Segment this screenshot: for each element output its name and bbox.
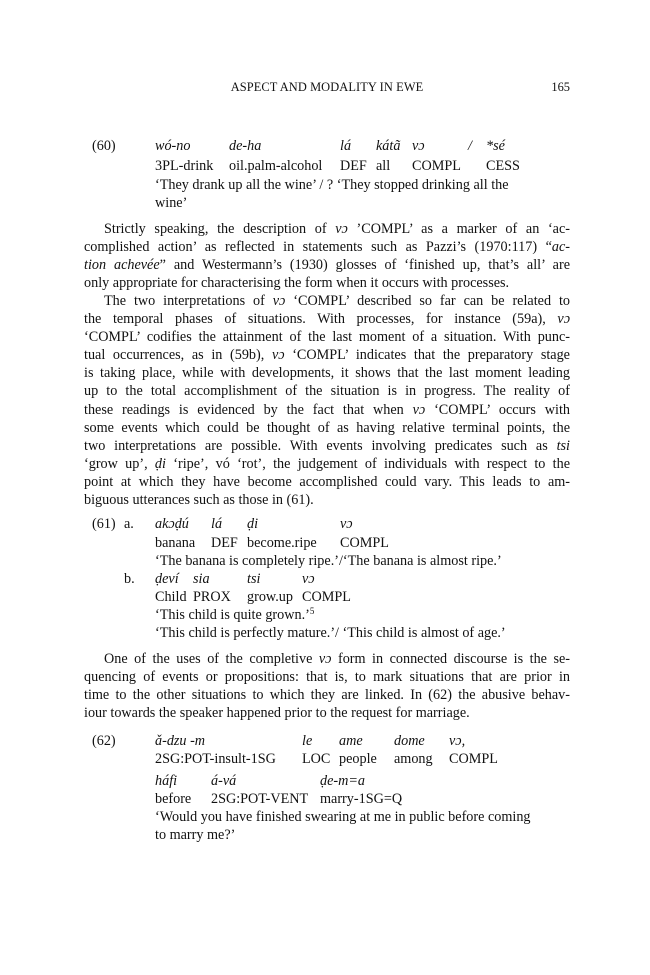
translation: ‘The banana is completely ripe.’/‘The banana is almost ripe.’ [155,553,502,569]
gloss: 3PL-drink [155,158,214,174]
example-number: (61) [92,516,116,532]
ewe-word: ḍeví [155,571,179,587]
subexample-label: b. [124,571,135,587]
gloss: among [394,751,433,767]
ewe-word: ame [339,733,363,749]
text-line: One of the uses of the completive vɔ form in connected discourse is the se- [104,651,570,667]
gloss: before [155,791,192,807]
ewe-word: akɔḍú [155,516,189,532]
text-line: only appropriate for characterising the form when it occurs with processes. [84,275,510,292]
gloss: 2SG:POT-insult-1SG [155,751,276,767]
gloss: COMPL [412,158,461,174]
footnote-marker[interactable]: 5 [309,606,315,616]
running-title: ASPECT AND MODALITY IN EWE [230,80,424,94]
gloss: CESS [486,158,520,174]
gloss: people [339,751,377,767]
ewe-word: de-ha [229,138,262,154]
text-line: some events which could be thought of as having relative terminal points, the [84,419,570,436]
gloss: PROX [193,589,231,605]
gloss: oil.palm-alcohol [229,158,323,174]
text-line: these readings is evidenced by the fact that when vɔ ‘COMPL’ occurs with [84,401,570,418]
ewe-word: kátã [376,138,401,154]
ewe-word: lá [340,138,352,154]
translation: ‘This child is quite grown.’$^5$ [155,606,315,623]
text-line: two interpretations are possible. With events involving predicates such as tsi [84,437,570,454]
paragraph-3 [84,650,570,722]
gloss: COMPL [340,535,389,551]
gloss: marry-1SG=Q [320,791,403,807]
paragraph-2 [84,292,570,509]
ewe-word: vɔ, [449,733,466,749]
ewe-word: vɔ [340,516,353,532]
translation: wine’ [155,195,188,211]
gloss: grow.up [247,589,293,605]
text-line: time to the other situations to which they are linked. In (62) the abusive behav- [84,687,570,704]
text-line: The two interpretations of vɔ ‘COMPL’ described so far can be related to [104,293,570,309]
gloss: become.ripe [247,535,317,551]
example-number: (62) [92,733,116,749]
gloss: banana [155,535,196,551]
ewe-word: ḍi [247,516,259,532]
ewe-word: ǎ-dzu -m [155,733,206,749]
text-line: iour towards the speaker happened prior to the request for marriage. [84,705,470,722]
translation: to marry me?’ [155,827,236,843]
gloss: COMPL [302,589,351,605]
text-line: tual occurrences, as in (59b), vɔ ‘COMPL’ indicates that the preparatory stage [84,347,570,364]
ewe-word: vɔ [302,571,315,587]
subexample-label: a. [124,516,134,532]
text-line: biguous utterances such as those in (61). [84,492,314,509]
text-line: point at which they have become accomplished could vary. This leads to am- [84,473,570,490]
ewe-word: vɔ [412,138,425,154]
translation: ‘This child is perfectly mature.’/ ‘This child is almost of age.’ [155,625,506,641]
translation: ‘They drank up all the wine’ / ? ‘They stopped drinking all the [155,177,509,193]
ewe-word: tsi [247,571,261,587]
text-line: Strictly speaking, the description of vɔ ’COMPL’ as a marker of an ‘ac- [104,221,570,237]
text-line: complished action’ as reflected in statements such as Pazzi’s (1970:117) “ac- [84,239,570,256]
ewe-word: wó-no [155,138,191,154]
gloss: DEF [211,535,238,551]
text-line: tion achevée” and Westermann’s (1930) glosses of ‘finished up, that’s all’ are [84,257,570,274]
paragraph-1 [84,220,570,292]
gloss: all [376,158,391,174]
ewe-word: lá [211,516,223,532]
text-line: the temporal phases of situations. With processes, for instance (59a), vɔ [84,311,570,328]
ewe-word: le [302,733,313,749]
text-line: ‘COMPL’ codifies the attainment of the last moment of a situation. With punc- [84,329,570,346]
ewe-word: *sé [486,138,505,154]
ewe-word: sia [193,571,210,587]
running-header [84,78,570,96]
translation: ‘Would you have finished swearing at me in public before coming [155,809,531,825]
gloss: COMPL [449,751,498,767]
gloss: 2SG:POT-VENT [211,791,309,807]
ewe-word: dome [394,733,425,749]
ewe-word: / [468,138,472,154]
text-line: quencing of events or propositions: that is, to mark situations that are prior in [84,669,570,686]
gloss: DEF [340,158,367,174]
text-line: up to the total accomplishment of the situation is in progress. The reality of [84,383,570,400]
gloss: Child [155,589,187,605]
ewe-word: á-vá [211,773,237,789]
text-line: is taking place, while with developments, it shows that the last moment leading [84,365,570,382]
text-line: ‘grow up’, ḍi ‘ripe’, vó ‘rot’, the judgement of individuals with respect to the [84,455,570,472]
ewe-word: ḍe-m=a [320,773,366,789]
gloss: LOC [302,751,331,767]
page-number: 165 [551,80,570,94]
example-number: (60) [92,138,116,154]
ewe-word: háfi [155,773,178,789]
